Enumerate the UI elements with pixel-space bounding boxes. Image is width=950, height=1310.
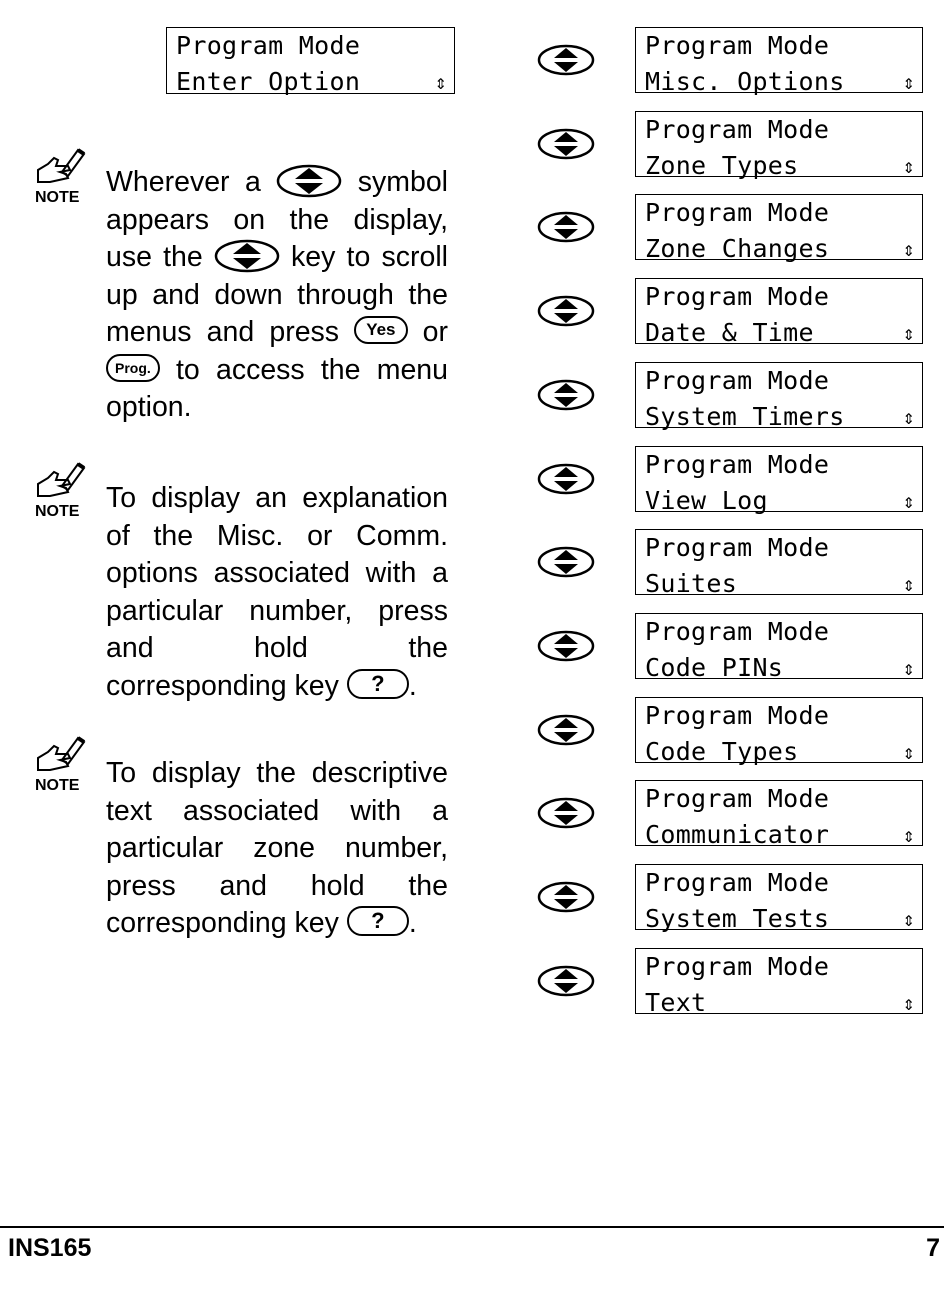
scroll-key-icon [537,629,595,663]
menu-display-line1: Program Mode [645,198,830,228]
menu-display-item [635,278,923,348]
note-icon [32,734,90,794]
scroll-key-icon [537,462,595,496]
note-scroll-instructions [106,164,448,427]
menu-display-line1: Program Mode [645,784,830,814]
yes-key-icon: Yes [354,316,407,344]
scroll-arrow-icon: ⇕ [902,237,915,262]
menu-display-line2: System Timers [645,401,845,431]
menu-display-line1: Program Mode [645,449,830,479]
note1-text-1: Wherever a [106,166,261,198]
help-key-icon: ? [347,669,409,699]
scroll-arrow-icon: ⇕ [902,404,915,429]
menu-display-line2: View Log [645,485,768,515]
note1-text-3: key to scroll up and down through the menus and press [106,241,448,348]
scroll-key-icon [537,210,595,244]
scroll-key-icon [537,713,595,747]
menu-display-line1: Program Mode [645,700,830,730]
menu-display-item [635,446,923,515]
scroll-arrow-icon: ⇕ [902,907,915,931]
scroll-key-icon [214,238,280,274]
note-label: NOTE [35,777,80,794]
menu-display-item [635,948,923,1017]
menu-display-line1: Program Mode [645,31,830,60]
menu-display-line2: Code Types [645,736,799,766]
prog-key-icon: Prog. [106,354,160,382]
scroll-arrow-icon: ⇕ [902,488,915,513]
menu-display-item [635,613,923,682]
menu-display-line2: Date & Time [645,318,814,348]
note-label: NOTE [35,503,80,520]
note-icon [32,146,90,206]
menu-display-line1: Program Mode [645,951,830,981]
note3-text: To display the descriptive text associated with a particular zone number, press and hold the corresponding key [106,757,448,939]
note1-text-4: or [422,316,448,348]
help-key-icon: ? [347,906,409,936]
footer-divider [0,1226,944,1228]
menu-display-line1: Program Mode [645,533,830,563]
main-display-line2: Enter Option [176,67,361,96]
menu-display-line1: Program Mode [645,868,830,897]
menu-display-line2: Communicator [645,820,830,850]
scroll-arrow-icon: ⇕ [902,655,915,680]
menu-display-item [635,27,923,96]
scroll-arrow-icon: ⇕ [902,70,915,94]
menu-display-item [635,780,923,850]
menu-display-line1: Program Mode [645,616,830,646]
menu-display-item [635,362,923,431]
note1-text-5: to access the menu option. [106,353,449,423]
note-icon [32,460,90,520]
menu-display-item [635,111,923,180]
scroll-arrow-icon: ⇕ [902,823,915,848]
scroll-arrow-icon: ⇕ [902,321,915,346]
note-label: NOTE [35,189,80,206]
scroll-arrow-icon: ⇕ [902,739,915,764]
scroll-key-icon [537,964,595,998]
scroll-key-icon [537,880,595,914]
note-misc-comm-explanation: To display an explanation of the Misc. or Comm. options associated with a particular number, press and hold the corresponding key ? . [106,482,448,702]
scroll-key-icon [276,163,342,199]
scroll-key-icon [537,796,595,830]
menu-display-line2: Text [645,987,707,1017]
menu-display-line2: Misc. Options [645,67,845,96]
menu-display-line2: Code PINs [645,652,784,682]
document-code: INS165 [8,1234,92,1262]
scroll-arrow-icon: ⇕ [902,153,915,178]
menu-display-line2: System Tests [645,904,830,933]
note1-text-2: symbol appears on the display, use the [106,166,449,273]
scroll-key-icon [537,545,595,579]
scroll-key-icon [537,378,595,412]
scroll-arrow-icon: ⇕ [434,70,447,94]
menu-display-item [635,194,923,264]
scroll-key-icon [537,294,595,328]
menu-display-item [635,697,923,766]
scroll-arrow-icon: ⇕ [902,990,915,1015]
menu-display-line2: Suites [645,569,738,599]
menu-display-item [635,529,923,599]
note-zone-descriptive-text: To display the descriptive text associated with a particular zone number, press and hold the corresponding key ? . [106,757,448,939]
menu-display-item [635,864,923,933]
main-display-line1: Program Mode [176,31,361,60]
menu-display-line1: Program Mode [645,365,830,395]
note2-text: To display an explanation of the Misc. or Comm. options associated with a particular number, press and hold the corresponding key [106,482,448,702]
scroll-arrow-icon: ⇕ [902,572,915,597]
menu-display-line1: Program Mode [645,282,830,312]
menu-display-line2: Zone Changes [645,234,830,264]
menu-display-line1: Program Mode [645,114,830,144]
page-number: 7 [926,1234,940,1262]
scroll-key-icon [537,127,595,161]
main-display [166,27,455,94]
scroll-key-icon [537,43,595,77]
menu-display-line2: Zone Types [645,150,799,180]
